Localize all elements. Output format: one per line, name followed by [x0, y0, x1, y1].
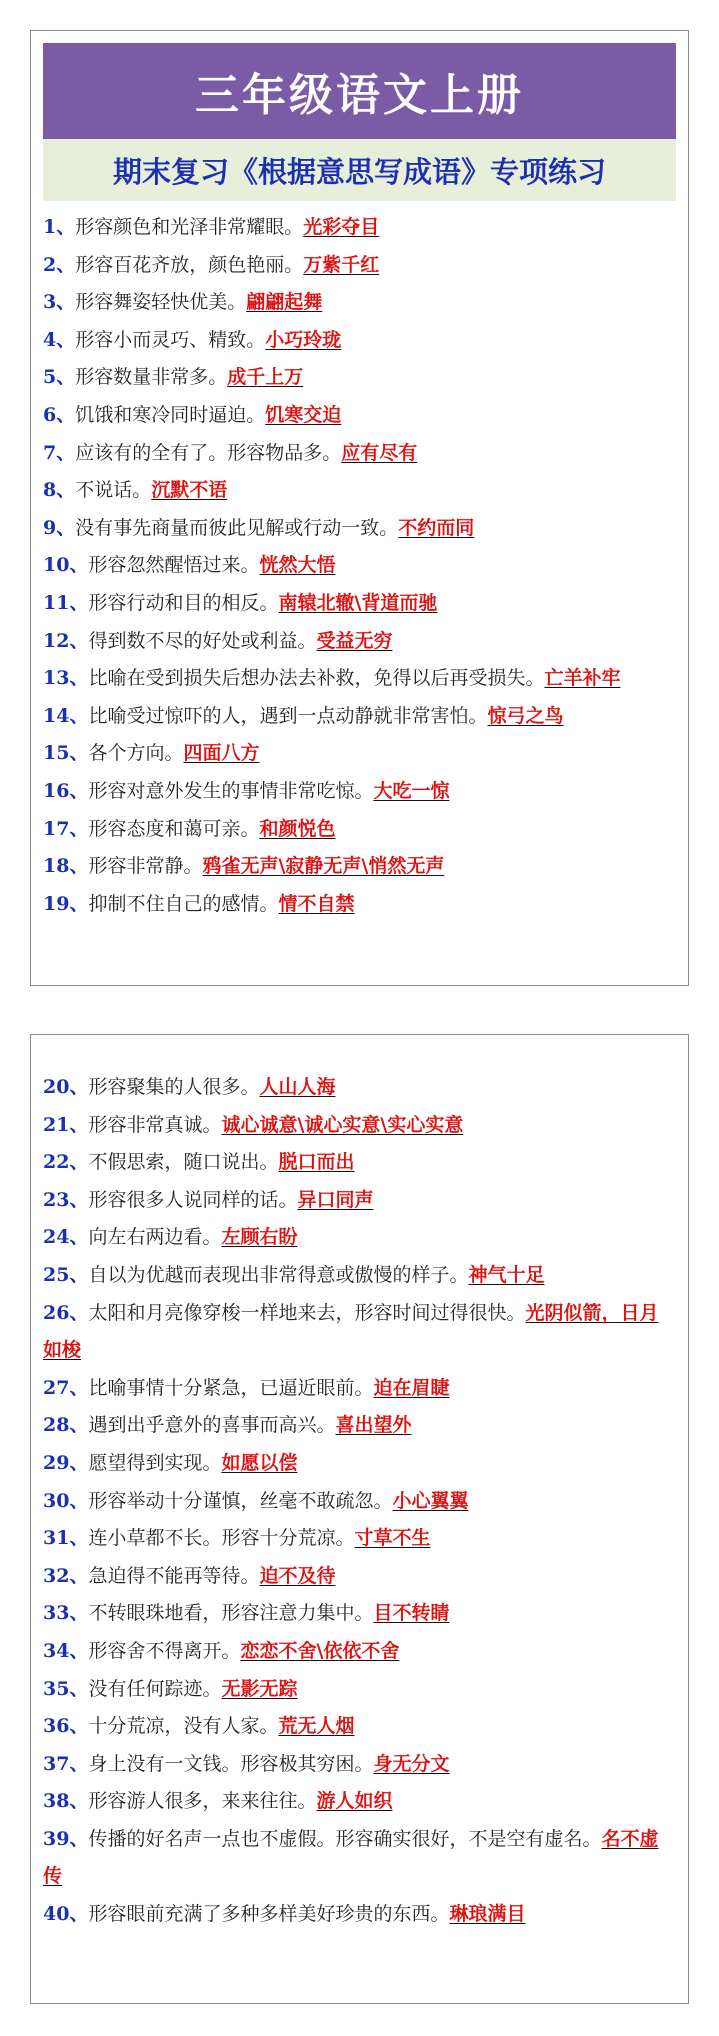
item-idiom-answer: 惊弓之鸟: [487, 704, 564, 727]
item-number: 14、: [43, 704, 89, 727]
item-number: 27、: [43, 1376, 89, 1399]
list-item: [43, 209, 676, 247]
list-item: [43, 1483, 676, 1521]
item-number: 10、: [43, 554, 89, 577]
list-item: [43, 1295, 676, 1370]
item-list-1: [31, 209, 688, 923]
item-idiom-answer: 游人如织: [316, 1790, 393, 1813]
item-definition: 形容颜色和光泽非常耀眼。: [75, 216, 304, 238]
list-item: [43, 1896, 676, 1934]
list-item: [43, 1069, 676, 1107]
item-definition: 形容舞姿轻快优美。: [75, 291, 247, 314]
list-item: [43, 1257, 676, 1295]
item-definition: 饥饿和寒冷同时逼迫。: [75, 403, 266, 426]
item-definition: 不说话。: [75, 479, 152, 502]
item-idiom-answer: 荒无人烟: [278, 1715, 355, 1738]
item-number: 32、: [43, 1564, 89, 1587]
list-item: [43, 284, 676, 322]
item-number: 20、: [43, 1076, 89, 1098]
item-idiom-answer: 应有尽有: [341, 441, 418, 464]
item-number: 30、: [43, 1489, 89, 1512]
item-number: 17、: [43, 817, 89, 840]
item-definition: 应该有的全有了。形容物品多。: [75, 441, 342, 464]
list-item: [43, 247, 676, 285]
list-item: [43, 623, 676, 661]
list-item: [43, 359, 676, 397]
item-number: 38、: [43, 1790, 89, 1813]
item-definition: 自以为优越而表现出非常得意或傲慢的样子。: [88, 1263, 469, 1286]
list-item: [43, 1633, 676, 1671]
item-definition: 形容行动和目的相反。: [88, 591, 279, 614]
item-idiom-answer: 诚心诚意\诚心实意\实心实意: [221, 1113, 464, 1136]
item-number: 19、: [43, 892, 89, 915]
list-item: [43, 1746, 676, 1784]
item-idiom-answer: 名不虚传: [43, 1827, 659, 1888]
item-definition: 形容忽然醒悟过来。: [88, 554, 260, 577]
item-idiom-answer: 目不转睛: [373, 1602, 450, 1625]
item-idiom-answer: 光阴似箭，日月如梭: [43, 1301, 659, 1362]
item-number: 31、: [43, 1527, 89, 1550]
item-idiom-answer: 和颜悦色: [259, 817, 336, 840]
item-definition: 形容百花齐放，颜色艳丽。: [75, 253, 304, 276]
item-number: 4、: [43, 328, 76, 351]
list-item: [43, 1671, 676, 1709]
item-list-2: [31, 1069, 688, 1934]
item-idiom-answer: 鸦雀无声\寂静无声\悄然无声: [202, 855, 445, 878]
item-number: 9、: [43, 516, 76, 539]
list-item: [43, 1783, 676, 1821]
list-item: [43, 397, 676, 435]
item-definition: 十分荒凉，没有人家。: [88, 1715, 279, 1738]
item-definition: 形容小而灵巧、精致。: [75, 328, 266, 351]
item-idiom-answer: 受益无穷: [316, 629, 393, 652]
item-number: 2、: [43, 253, 76, 276]
item-idiom-answer: 南辕北辙\背道而驰: [278, 591, 438, 614]
item-number: 15、: [43, 742, 89, 765]
list-item: [43, 1182, 676, 1220]
item-number: 13、: [43, 667, 89, 690]
item-definition: 传播的好名声一点也不虚假。形容确实很好，不是空有虚名。: [88, 1827, 602, 1850]
item-definition: 形容举动十分谨慎，丝毫不敢疏忽。: [88, 1489, 393, 1512]
item-number: 7、: [43, 441, 76, 464]
item-number: 34、: [43, 1639, 89, 1662]
list-item: [43, 773, 676, 811]
item-idiom-answer: 喜出望外: [335, 1414, 412, 1437]
list-item: [43, 660, 676, 698]
item-idiom-answer: 人山人海: [259, 1076, 336, 1098]
item-number: 29、: [43, 1451, 89, 1474]
item-definition: 形容聚集的人很多。: [88, 1076, 260, 1098]
page-subtitle: 期末复习《根据意思写成语》专项练习: [112, 154, 606, 189]
list-item: [43, 435, 676, 473]
page-title: 三年级语文上册: [195, 70, 524, 121]
item-idiom-answer: 不约而同: [398, 516, 475, 539]
list-item: [43, 1445, 676, 1483]
item-definition: 形容很多人说同样的话。: [88, 1188, 298, 1211]
list-item: [43, 1370, 676, 1408]
list-item: [43, 1595, 676, 1633]
item-idiom-answer: 脱口而出: [278, 1151, 355, 1174]
item-idiom-answer: 万紫千红: [303, 253, 380, 276]
item-idiom-answer: 恋恋不舍\依依不舍: [240, 1639, 400, 1662]
item-number: 33、: [43, 1602, 89, 1625]
list-item: [43, 1821, 676, 1896]
list-item: [43, 472, 676, 510]
item-number: 5、: [43, 366, 76, 389]
list-item: [43, 886, 676, 924]
worksheet-card-1: [30, 30, 689, 986]
item-number: 22、: [43, 1151, 89, 1174]
subtitle-bar: [43, 139, 676, 201]
item-definition: 太阳和月亮像穿梭一样地来去，形容时间过得很快。: [88, 1301, 526, 1324]
item-number: 36、: [43, 1715, 89, 1738]
item-idiom-answer: 琳琅满目: [449, 1903, 526, 1926]
item-definition: 比喻事情十分紧急，已逼近眼前。: [88, 1376, 374, 1399]
item-number: 35、: [43, 1677, 89, 1700]
item-number: 37、: [43, 1752, 89, 1775]
item-idiom-answer: 迫不及待: [259, 1564, 336, 1587]
item-definition: 形容数量非常多。: [75, 366, 228, 389]
item-idiom-answer: 亡羊补牢: [544, 667, 621, 690]
list-item: [43, 1107, 676, 1145]
item-definition: 形容对意外发生的事情非常吃惊。: [88, 779, 374, 802]
item-idiom-answer: 恍然大悟: [259, 554, 336, 577]
item-definition: 得到数不尽的好处或利益。: [88, 629, 317, 652]
item-definition: 没有任何踪迹。: [88, 1677, 222, 1700]
item-definition: 不假思索，随口说出。: [88, 1151, 279, 1174]
item-idiom-answer: 情不自禁: [278, 892, 355, 915]
item-idiom-answer: 身无分文: [373, 1752, 450, 1775]
item-number: 21、: [43, 1113, 89, 1136]
item-idiom-answer: 光彩夺目: [303, 216, 380, 238]
item-idiom-answer: 饥寒交迫: [265, 403, 342, 426]
list-item: [43, 1219, 676, 1257]
item-definition: 身上没有一文钱。形容极其穷困。: [88, 1752, 374, 1775]
list-item: [43, 698, 676, 736]
item-idiom-answer: 沉默不语: [151, 479, 228, 502]
item-idiom-answer: 异口同声: [297, 1188, 374, 1211]
item-idiom-answer: 如愿以偿: [221, 1451, 298, 1474]
item-idiom-answer: 小巧玲珑: [265, 328, 342, 351]
list-item: [43, 735, 676, 773]
item-number: 12、: [43, 629, 89, 652]
item-number: 18、: [43, 855, 89, 878]
item-definition: 向左右两边看。: [88, 1226, 222, 1249]
item-definition: 各个方向。: [88, 742, 184, 765]
item-idiom-answer: 大吃一惊: [373, 779, 450, 802]
title-banner: [43, 43, 676, 139]
item-number: 3、: [43, 291, 76, 314]
item-definition: 愿望得到实现。: [88, 1451, 222, 1474]
item-number: 11、: [43, 591, 89, 614]
list-item: [43, 1144, 676, 1182]
item-definition: 不转眼珠地看，形容注意力集中。: [88, 1602, 374, 1625]
item-definition: 抑制不住自己的感情。: [88, 892, 279, 915]
item-idiom-answer: 小心翼翼: [392, 1489, 469, 1512]
list-item: [43, 547, 676, 585]
item-definition: 形容舍不得离开。: [88, 1639, 241, 1662]
item-number: 28、: [43, 1414, 89, 1437]
list-item: [43, 1407, 676, 1445]
item-number: 40、: [43, 1903, 89, 1926]
item-definition: 形容游人很多，来来往往。: [88, 1790, 317, 1813]
item-definition: 遇到出乎意外的喜事而高兴。: [88, 1414, 336, 1437]
item-definition: 比喻受过惊吓的人，遇到一点动静就非常害怕。: [88, 704, 488, 727]
item-number: 16、: [43, 779, 89, 802]
list-item: [43, 1708, 676, 1746]
item-definition: 形容态度和蔼可亲。: [88, 817, 260, 840]
item-number: 26、: [43, 1301, 89, 1324]
list-item: [43, 322, 676, 360]
item-number: 23、: [43, 1188, 89, 1211]
item-definition: 连小草都不长。形容十分荒凉。: [88, 1527, 355, 1550]
list-item: [43, 1520, 676, 1558]
item-number: 24、: [43, 1226, 89, 1249]
item-number: 25、: [43, 1263, 89, 1286]
item-idiom-answer: 迫在眉睫: [373, 1376, 450, 1399]
item-idiom-answer: 四面八方: [183, 742, 260, 765]
item-idiom-answer: 无影无踪: [221, 1677, 298, 1700]
list-item: [43, 510, 676, 548]
item-definition: 形容眼前充满了多种多样美好珍贵的东西。: [88, 1903, 450, 1926]
item-idiom-answer: 翩翩起舞: [246, 291, 323, 314]
worksheet-card-2: [30, 1034, 689, 2004]
list-item: [43, 585, 676, 623]
item-idiom-answer: 成千上万: [227, 366, 304, 389]
item-idiom-answer: 寸草不生: [354, 1527, 431, 1550]
list-item: [43, 848, 676, 886]
item-definition: 形容非常真诚。: [88, 1113, 222, 1136]
item-definition: 急迫得不能再等待。: [88, 1564, 260, 1587]
item-number: 6、: [43, 403, 76, 426]
list-item: [43, 1558, 676, 1596]
list-item: [43, 811, 676, 849]
item-number: 39、: [43, 1827, 89, 1850]
item-number: 1、: [43, 216, 76, 238]
item-idiom-answer: 左顾右盼: [221, 1226, 298, 1249]
item-number: 8、: [43, 479, 76, 502]
item-definition: 形容非常静。: [88, 855, 203, 878]
item-idiom-answer: 神气十足: [468, 1263, 545, 1286]
item-definition: 没有事先商量而彼此见解或行动一致。: [75, 516, 399, 539]
item-definition: 比喻在受到损失后想办法去补救，免得以后再受损失。: [88, 667, 545, 690]
